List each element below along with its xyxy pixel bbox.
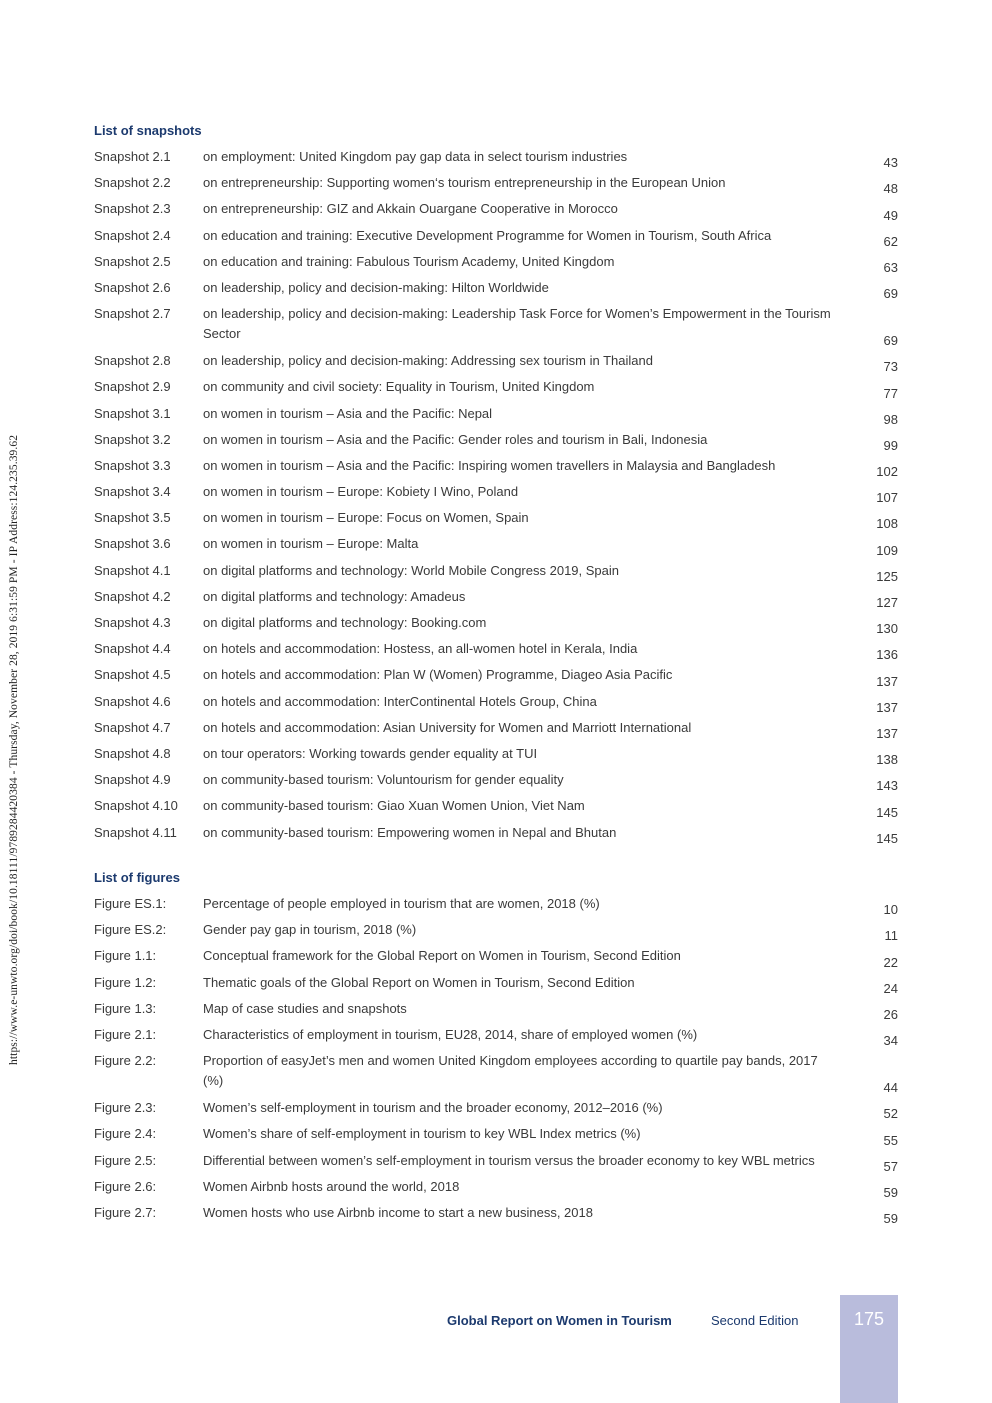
entry-page: 137 [876, 725, 898, 741]
entry-page: 55 [883, 1132, 898, 1148]
figure-entry [94, 1051, 898, 1098]
figure-entry [94, 1177, 898, 1203]
entry-code: Figure 2.6: [94, 1178, 157, 1194]
figure-entry [94, 999, 898, 1025]
entry-title: Women’s share of self-employment in tourism to key WBL Index metrics (%) [203, 1126, 641, 1142]
entry-title: Women’s self-employment in tourism and the broader economy, 2012–2016 (%) [203, 1100, 663, 1116]
snapshot-entry [94, 639, 898, 665]
entry-page: 43 [883, 155, 898, 171]
snapshot-entry [94, 744, 898, 770]
snapshot-entry [94, 304, 898, 351]
entry-code: Snapshot 2.7 [94, 306, 171, 322]
entry-title: on hotels and accommodation: InterContinental Hotels Group, China [203, 693, 597, 709]
entry-code: Figure 1.1: [94, 948, 157, 964]
figure-entry [94, 1025, 898, 1051]
entry-code: Figure 1.2: [94, 974, 157, 990]
figure-entry [94, 1203, 898, 1229]
snapshot-entry [94, 718, 898, 744]
figures-heading: List of figures [94, 870, 180, 885]
entry-page: 77 [883, 385, 898, 401]
entry-title: Percentage of people employed in tourism that are women, 2018 (%) [203, 896, 600, 911]
entry-title: Conceptual framework for the Global Report on Women in Tourism, Second Edition [203, 948, 681, 964]
entry-page: 145 [876, 830, 898, 846]
entry-page: 145 [876, 804, 898, 820]
snapshot-entry [94, 430, 898, 456]
figure-entry [94, 894, 898, 920]
snapshot-entry [94, 823, 898, 849]
entry-code: Snapshot 3.2 [94, 431, 171, 447]
entry-title: on community and civil society: Equality in Tourism, United Kingdom [203, 379, 595, 395]
entry-code: Snapshot 4.4 [94, 641, 171, 657]
entry-code: Figure ES.1: [94, 896, 167, 911]
entry-code: Snapshot 3.6 [94, 536, 171, 552]
entry-code: Snapshot 4.9 [94, 772, 171, 788]
entry-page: 69 [883, 286, 898, 302]
figure-entry [94, 1098, 898, 1124]
entry-page: 138 [876, 752, 898, 768]
entry-code: Figure 2.3: [94, 1100, 157, 1116]
figure-entry [94, 1151, 898, 1177]
entry-title: on digital platforms and technology: World Mobile Congress 2019, Spain [203, 562, 619, 578]
entry-page: 107 [876, 490, 898, 506]
entry-title: on women in tourism – Europe: Malta [203, 536, 419, 552]
entry-code: Snapshot 4.3 [94, 615, 171, 630]
entry-title: on digital platforms and technology: Amadeus [203, 588, 466, 604]
snapshot-entry [94, 226, 898, 252]
entry-code: Figure 1.3: [94, 1000, 157, 1016]
entry-code: Snapshot 4.10 [94, 798, 178, 814]
entry-page: 137 [876, 699, 898, 715]
entry-code: Figure 2.1: [94, 1026, 157, 1042]
entry-page: 109 [876, 542, 898, 558]
entry-page: 98 [883, 411, 898, 427]
snapshot-entry [94, 796, 898, 822]
entry-code: Snapshot 3.4 [94, 484, 171, 500]
entry-page: 10 [883, 902, 898, 918]
entry-page: 130 [876, 621, 898, 637]
entry-page: 73 [883, 359, 898, 375]
entry-code: Snapshot 4.1 [94, 562, 171, 578]
entry-title: on women in tourism – Europe: Kobiety I Wino, Poland [203, 484, 519, 500]
entry-title: on community-based tourism: Empowering women in Nepal and Bhutan [203, 824, 617, 840]
entry-title: Gender pay gap in tourism, 2018 (%) [203, 922, 417, 938]
entry-code: Snapshot 4.8 [94, 745, 171, 761]
entry-page: 26 [883, 1006, 898, 1022]
entry-title: Thematic goals of the Global Report on Women in Tourism, Second Edition [203, 974, 635, 990]
figure-entry [94, 946, 898, 972]
entry-code: Snapshot 3.3 [94, 457, 171, 473]
entry-title: on women in tourism – Asia and the Pacific: Nepal [203, 405, 493, 421]
entry-code: Snapshot 2.1 [94, 149, 171, 164]
snapshots-list [94, 147, 898, 849]
entry-title: Women Airbnb hosts around the world, 2018 [203, 1178, 460, 1194]
entry-page: 108 [876, 516, 898, 532]
access-watermark: https://www.e-unwto.org/doi/book/10.18111/9789284420384 - Thursday, November 28, 2019 6:31:59 PM - IP Address:124.235.39.62 [8, 434, 20, 1065]
entry-title: on employment: United Kingdom pay gap data in select tourism industries [203, 149, 628, 164]
snapshot-entry [94, 199, 898, 225]
entry-title: Women hosts who use Airbnb income to start a new business, 2018 [203, 1204, 593, 1220]
snapshot-entry [94, 351, 898, 377]
entry-title: on education and training: Fabulous Tourism Academy, United Kingdom [203, 253, 615, 269]
entry-page: 48 [883, 181, 898, 197]
snapshot-entry [94, 252, 898, 278]
entry-code: Snapshot 3.5 [94, 510, 171, 526]
footer-report-title: Global Report on Women in Tourism [447, 1313, 672, 1328]
snapshot-entry [94, 278, 898, 304]
entry-title: on tour operators: Working towards gender equality at TUI [203, 745, 538, 761]
entry-page: 24 [883, 980, 898, 996]
entry-title: on entrepreneurship: Supporting women‘s tourism entrepreneurship in the European Union [203, 175, 726, 191]
entry-code: Figure ES.2: [94, 922, 167, 938]
entry-title: Characteristics of employment in tourism, EU28, 2014, share of employed women (%) [203, 1026, 698, 1042]
snapshot-entry [94, 482, 898, 508]
entry-page: 63 [883, 259, 898, 275]
entry-code: Snapshot 4.7 [94, 719, 171, 735]
snapshot-entry [94, 377, 898, 403]
snapshot-entry [94, 665, 898, 691]
entry-code: Snapshot 4.11 [94, 824, 177, 840]
entry-code: Snapshot 2.5 [94, 253, 171, 269]
entry-title: on hotels and accommodation: Plan W (Women) Programme, Diageo Asia Pacific [203, 667, 673, 683]
snapshot-entry [94, 508, 898, 534]
snapshot-entry [94, 770, 898, 796]
entry-title: on education and training: Executive Development Programme for Women in Tourism, South Africa [203, 227, 772, 243]
snapshot-entry [94, 456, 898, 482]
entry-page: 137 [876, 673, 898, 689]
entry-title: on leadership, policy and decision-making: Leadership Task Force for Women’s Empowerment in the Tourism Sector [203, 306, 831, 342]
entry-page: 44 [883, 1080, 898, 1096]
entry-title: on community-based tourism: Giao Xuan Women Union, Viet Nam [203, 798, 585, 814]
entry-code: Figure 2.2: [94, 1053, 157, 1069]
entry-title: Map of case studies and snapshots [203, 1000, 407, 1016]
snapshot-entry [94, 613, 898, 639]
entry-code: Snapshot 4.2 [94, 588, 171, 604]
entry-code: Figure 2.7: [94, 1204, 157, 1220]
entry-title: Proportion of easyJet’s men and women United Kingdom employees according to quartile pay bands, 2017 (%) [203, 1053, 818, 1089]
entry-page: 52 [883, 1106, 898, 1122]
page-number-tab [840, 1295, 898, 1403]
entry-code: Snapshot 4.5 [94, 667, 171, 683]
entry-code: Snapshot 2.3 [94, 201, 171, 217]
snapshot-entry [94, 692, 898, 718]
entry-code: Snapshot 2.4 [94, 227, 171, 243]
figure-entry [94, 920, 898, 946]
entry-page: 99 [883, 437, 898, 453]
figure-entry [94, 973, 898, 999]
entry-page: 34 [883, 1033, 898, 1049]
footer-edition: Second Edition [711, 1313, 799, 1328]
entry-title: on digital platforms and technology: Booking.com [203, 615, 487, 630]
snapshot-entry [94, 147, 898, 173]
entry-page: 59 [883, 1211, 898, 1227]
entry-code: Figure 2.5: [94, 1152, 157, 1168]
entry-title: Differential between women’s self-employment in tourism versus the broader economy to key WBL metrics [203, 1152, 815, 1168]
entry-code: Snapshot 4.6 [94, 693, 171, 709]
snapshot-entry [94, 561, 898, 587]
entry-page: 11 [884, 928, 898, 944]
entry-code: Figure 2.4: [94, 1126, 157, 1142]
snapshot-entry [94, 587, 898, 613]
entry-page: 127 [876, 595, 898, 610]
snapshot-entry [94, 534, 898, 560]
entry-title: on women in tourism – Asia and the Pacific: Inspiring women travellers in Malaysia and Bangladesh [203, 457, 776, 473]
entry-title: on leadership, policy and decision-making: Hilton Worldwide [203, 279, 549, 295]
entry-page: 143 [876, 778, 898, 794]
entry-page: 59 [883, 1184, 898, 1200]
entry-page: 125 [876, 568, 898, 584]
figures-list [94, 894, 898, 1229]
entry-title: on women in tourism – Europe: Focus on Women, Spain [203, 510, 529, 526]
snapshots-heading: List of snapshots [94, 123, 202, 138]
entry-page: 22 [883, 954, 898, 970]
entry-title: on hotels and accommodation: Hostess, an all-women hotel in Kerala, India [203, 641, 638, 657]
entry-code: Snapshot 2.6 [94, 279, 171, 295]
entry-page: 136 [876, 647, 898, 663]
snapshot-entry [94, 173, 898, 199]
entry-title: on leadership, policy and decision-making: Addressing sex tourism in Thailand [203, 353, 653, 369]
entry-title: on women in tourism – Asia and the Pacific: Gender roles and tourism in Bali, Indonesia [203, 431, 708, 447]
entry-page: 62 [883, 233, 898, 249]
entry-code: Snapshot 2.8 [94, 353, 171, 369]
snapshot-entry [94, 404, 898, 430]
entry-page: 49 [883, 207, 898, 223]
figure-entry [94, 1124, 898, 1150]
entry-page: 102 [876, 464, 898, 480]
entry-title: on hotels and accommodation: Asian University for Women and Marriott International [203, 719, 692, 735]
entry-code: Snapshot 3.1 [94, 405, 171, 421]
entry-title: on community-based tourism: Voluntourism for gender equality [203, 772, 564, 788]
page-number: 175 [853, 1309, 885, 1329]
entry-page: 69 [883, 333, 898, 349]
entry-page: 57 [883, 1158, 898, 1174]
entry-code: Snapshot 2.2 [94, 175, 171, 191]
entry-title: on entrepreneurship: GIZ and Akkain Ouargane Cooperative in Morocco [203, 201, 618, 217]
entry-code: Snapshot 2.9 [94, 379, 171, 395]
